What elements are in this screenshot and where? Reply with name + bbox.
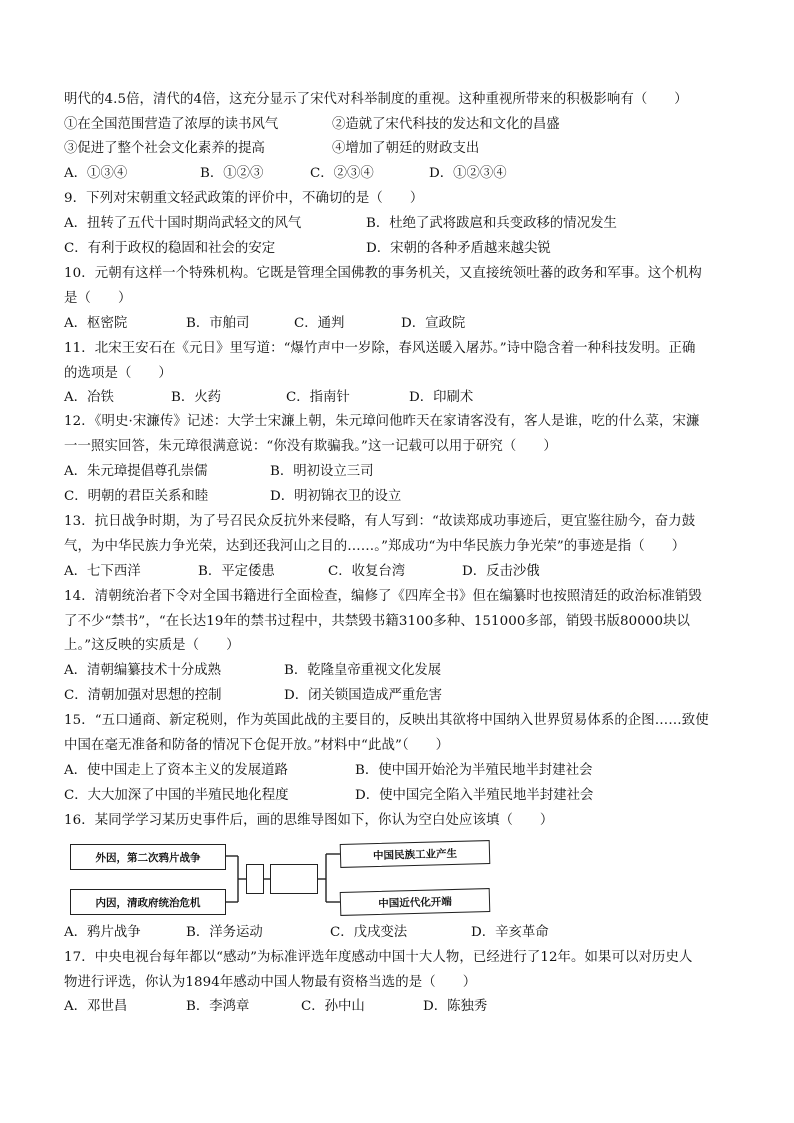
q14-stem-3: 上。”这反映的实质是（ ） — [64, 638, 240, 653]
q17-option-a: A．邓世昌 — [64, 999, 128, 1014]
q9-option-d: D．宋朝的各种矛盾越来越尖锐 — [366, 241, 551, 256]
q13-stem-1: 13．抗日战争时期，为了号召民众反抗外来侵略，有人写到：“故读郑成功事迹后，更宜鉴往励今，奋力鼓 — [64, 514, 696, 529]
q13-option-c: C．收复台湾 — [328, 564, 406, 579]
q11-stem-1: 11．北宋王安石在《元日》里写道：“爆竹声中一岁除，春风送暖入屠苏。”诗中隐含着一种科技发明。正确 — [64, 341, 696, 356]
q14-option-a: A．清朝编纂技术十分成熟 — [64, 663, 221, 678]
q13-option-d: D．反击沙俄 — [462, 564, 540, 579]
q8-statement-1: ①在全国范围营造了浓厚的读书风气 — [64, 117, 279, 132]
q9-option-a: A．扭转了五代十国时期尚武轻文的风气 — [64, 216, 302, 231]
q8-option-c: C．②③④ — [310, 166, 374, 181]
q10-option-a: A．枢密院 — [64, 316, 128, 331]
q12-option-a: A．朱元璋提倡尊孔崇儒 — [64, 464, 208, 479]
q12-option-d: D．明初锦衣卫的设立 — [270, 489, 402, 504]
q10-stem-1: 10．元朝有这样一个特殊机构。它既是管理全国佛教的事务机关，又直接统领吐蕃的政务和军事。这个机构 — [64, 266, 702, 281]
q14-option-d: D．闭关锁国造成严重危害 — [284, 688, 443, 703]
mind-map-result-modernization: 中国近代化开端 — [340, 888, 491, 916]
q9-option-b: B．杜绝了武将跋扈和兵变政移的情况发生 — [366, 216, 617, 231]
q13-option-b: B．平定倭患 — [198, 564, 275, 579]
q8-option-a: A．①③④ — [64, 166, 128, 181]
mind-map-diagram — [70, 840, 490, 920]
q11-option-b: B．火药 — [171, 390, 222, 405]
q15-stem-1: 15．“五口通商、新定税则，作为英国此战的主要目的，反映出其欲将中国纳入世界贸易体系的企图……致使 — [64, 713, 709, 728]
q16-option-b: B．洋务运动 — [186, 925, 263, 940]
q9-option-c: C．有利于政权的稳固和社会的安定 — [64, 241, 276, 256]
mind-map-blank-small — [246, 864, 264, 894]
q11-option-c: C．指南针 — [286, 390, 350, 405]
mind-map-result-industry: 中国民族工业产生 — [340, 840, 491, 868]
q17-option-d: D．陈独秀 — [423, 999, 488, 1014]
q16-option-d: D．辛亥革命 — [471, 925, 549, 940]
q10-option-c: C．通判 — [294, 316, 345, 331]
q8-statement-4: ④增加了朝廷的财政支出 — [332, 141, 480, 156]
q15-stem-2: 中国在毫无准备和防备的情况下仓促开放。”材料中“此战”（ ） — [64, 738, 450, 753]
q8-statement-3: ③促进了整个社会文化素养的提高 — [64, 141, 265, 156]
q17-option-c: C．孙中山 — [301, 999, 365, 1014]
q15-option-b: B．使中国开始沦为半殖民地半封建社会 — [355, 763, 593, 778]
q13-stem-2: 气，为中华民族力争光荣，达到还我河山之目的……。”郑成功“为中华民族力争光荣”的事迹是指（ ） — [64, 539, 686, 554]
q14-stem-2: 了不少“禁书”，“在长达19年的禁书过程中，共禁毁书籍3100多种、151000多部，销毁书版80000块以 — [64, 614, 691, 629]
q8-option-b: B．①②③ — [200, 166, 264, 181]
q17-stem-2: 物进行评选，你认为1894年感动中国人物最有资格当选的是（ ） — [64, 975, 477, 990]
q12-stem-2: 一一照实回答，朱元璋很满意说：“你没有欺骗我。”这一记载可以用于研究（ ） — [64, 439, 557, 454]
q16-option-a: A．鸦片战争 — [64, 925, 141, 940]
q13-option-a: A．七下西洋 — [64, 564, 141, 579]
mind-map-blank-answer — [270, 864, 318, 894]
q8-statement-2: ②造就了宋代科技的发达和文化的昌盛 — [332, 117, 560, 132]
mind-map-internal-cause: 内因，清政府统治危机 — [70, 889, 226, 915]
q11-stem-2: 的选项是（ ） — [64, 366, 172, 381]
q11-option-d: D．印刷术 — [409, 390, 474, 405]
q12-option-b: B．明初设立三司 — [270, 464, 374, 479]
q14-stem-1: 14．清朝统治者下令对全国书籍进行全面检查，编修了《四库全书》但在编纂时也按照清廷的政治标准销毁 — [64, 589, 702, 604]
q15-option-c: C．大大加深了中国的半殖民地化程度 — [64, 788, 289, 803]
q14-option-c: C．清朝加强对思想的控制 — [64, 688, 222, 703]
q14-option-b: B．乾隆皇帝重视文化发展 — [284, 663, 442, 678]
q15-option-d: D．使中国完全陷入半殖民地半封建社会 — [355, 788, 594, 803]
q16-option-c: C．戊戌变法 — [330, 925, 408, 940]
q12-option-c: C．明朝的君臣关系和睦 — [64, 489, 209, 504]
q8-stem-tail: 明代的4.5倍，清代的4倍，这充分显示了宋代对科举制度的重视。这种重视所带来的积极影响有（ ） — [64, 92, 688, 107]
q10-option-b: B．市舶司 — [186, 316, 250, 331]
q8-option-d: D．①②③④ — [429, 166, 507, 181]
q11-option-a: A．冶铁 — [64, 390, 114, 405]
q17-stem-1: 17．中央电视台每年都以“感动”为标准评选年度感动中国十大人物，已经进行了12年。如果可以对历史人 — [64, 950, 693, 965]
q12-stem-1: 12．《明史·宋濂传》记述：大学士宋濂上朝，朱元璋问他昨天在家请客没有，客人是谁，吃的什么菜，宋濂 — [64, 414, 700, 429]
mind-map-external-cause: 外因，第二次鸦片战争 — [70, 844, 226, 870]
q9-stem: 9．下列对宋朝重文轻武政策的评价中，不确切的是（ ） — [64, 191, 424, 206]
q17-option-b: B．李鸿章 — [186, 999, 250, 1014]
q10-option-d: D．宣政院 — [401, 316, 466, 331]
q15-option-a: A．使中国走上了资本主义的发展道路 — [64, 763, 288, 778]
q16-stem: 16．某同学学习某历史事件后，画的思维导图如下，你认为空白处应该填（ ） — [64, 813, 554, 828]
q10-stem-2: 是（ ） — [64, 291, 132, 306]
